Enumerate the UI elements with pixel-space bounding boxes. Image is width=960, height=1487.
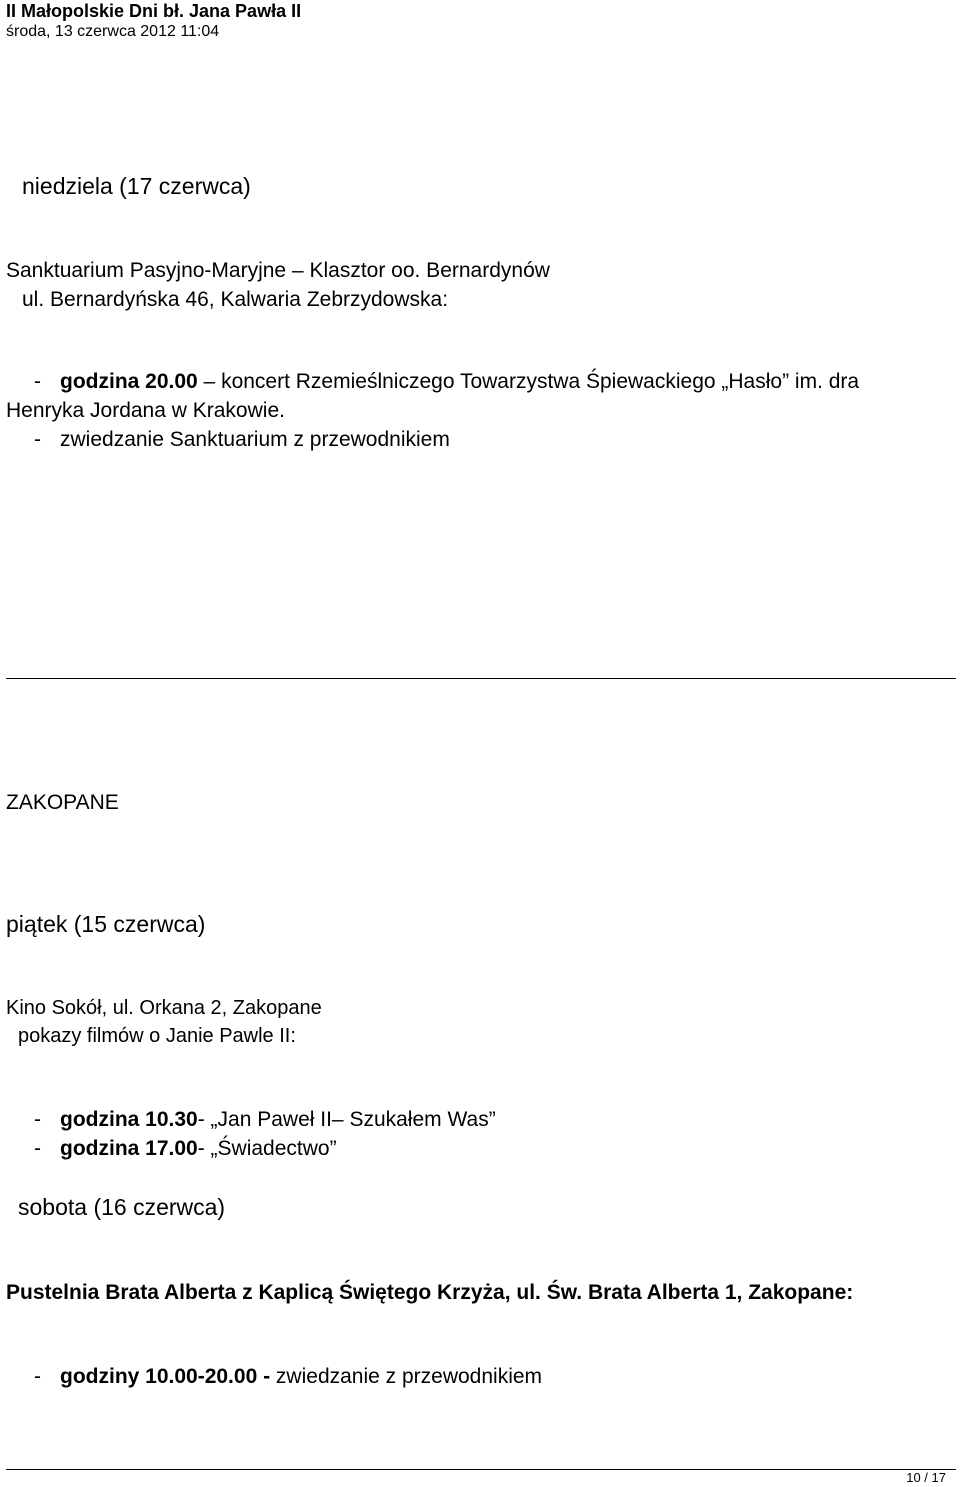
venue-line-2: ul. Bernardyńska 46, Kalwaria Zebrzydowska: (22, 288, 449, 311)
day-heading-saturday: sobota (16 czerwca) (18, 1194, 226, 1220)
list-item-concert (60, 369, 859, 395)
list-item-tour: zwiedzanie Sanktuarium z przewodnikiem (60, 428, 450, 451)
header-date: środa, 13 czerwca 2012 11:04 (6, 23, 220, 40)
pustelnia-hours: godziny 10.00-20.00 - (60, 1365, 271, 1388)
list-item-dash: - (34, 1365, 41, 1388)
day-heading-sunday: niedziela (17 czerwca) (22, 173, 251, 199)
venue-line-1: Sanktuarium Pasyjno-Maryjne – Klasztor oo. Bernardynów (6, 259, 550, 282)
list-item-pustelnia-tour (60, 1364, 542, 1390)
film-1-time: godzina 10.30 (60, 1108, 198, 1131)
venue-kino: Kino Sokół, ul. Orkana 2, Zakopane (6, 997, 322, 1019)
page-number: 10 / 17 (906, 1470, 946, 1485)
list-item-film-2 (60, 1136, 337, 1162)
section-divider (6, 678, 956, 679)
venue-pustelnia: Pustelnia Brata Alberta z Kaplicą Świętego Krzyża, ul. Św. Brata Alberta 1, Zakopane: (6, 1281, 854, 1304)
concert-time: godzina 20.00 (60, 370, 198, 393)
footer-divider (6, 1469, 956, 1470)
film-1-title: - „Jan Paweł II– Szukałem Was” (197, 1108, 496, 1131)
city-heading: ZAKOPANE (6, 791, 119, 814)
film-2-time: godzina 17.00 (60, 1137, 198, 1160)
header-title: II Małopolskie Dni bł. Jana Pawła II (6, 1, 302, 21)
film-2-title: - „Świadectwo” (197, 1137, 337, 1160)
films-subtitle: pokazy filmów o Janie Pawle II: (18, 1025, 296, 1047)
day-heading-friday: piątek (15 czerwca) (6, 911, 206, 937)
list-item-dash: - (34, 428, 41, 451)
list-item-dash: - (34, 1108, 41, 1131)
concert-text: – koncert Rzemieślniczego Towarzystwa Śpiewackiego „Hasło” im. dra (197, 370, 860, 393)
list-item-film-1 (60, 1107, 496, 1133)
list-item-dash: - (34, 1137, 41, 1160)
list-item-dash: - (34, 370, 41, 393)
concert-text-continued: Henryka Jordana w Krakowie. (6, 399, 285, 422)
pustelnia-text: zwiedzanie z przewodnikiem (270, 1365, 543, 1388)
